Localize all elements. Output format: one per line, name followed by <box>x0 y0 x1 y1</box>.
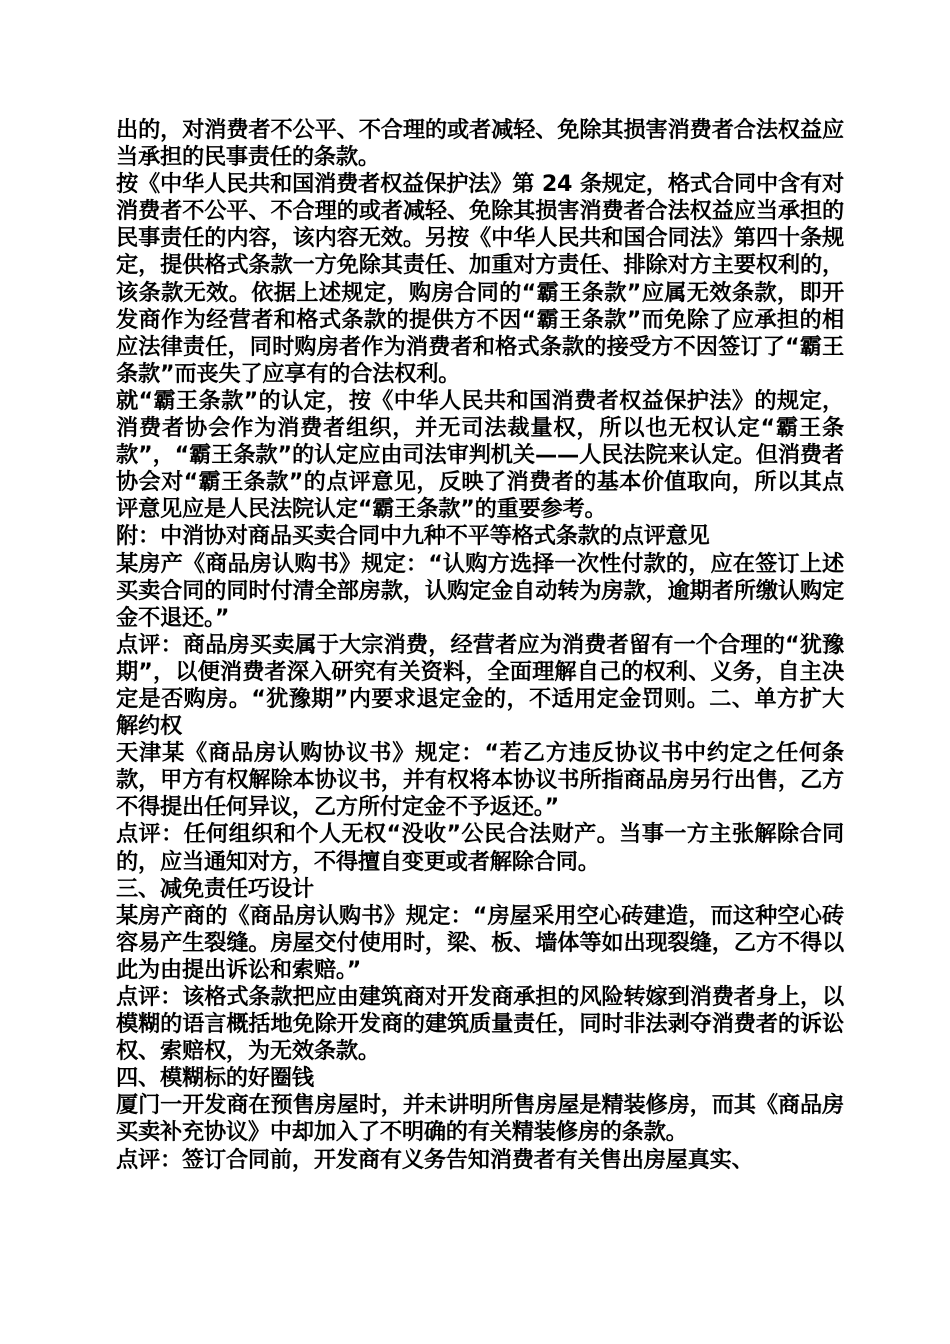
case-4-clause: 厦门一开发商在预售房屋时，并未讲明所售房屋是精装修房，而其《商品房买卖补充协议》中却加入了不明确的有关精装修房的条款。 <box>116 1092 844 1146</box>
appendix-heading: 附：中消协对商品买卖合同中九种不平等格式条款的点评意见 <box>116 523 710 550</box>
case-3-clause: 某房产商的《商品房认购书》规定：“房屋采用空心砖建造，而这种空心砖容易产生裂缝。房屋交付使用时，梁、板、墙体等如出现裂缝，乙方不得以此为由提出诉讼和索赔。” <box>116 902 844 983</box>
case-1-comment: 点评：商品房买卖属于大宗消费，经营者应为消费者留有一个合理的“犹豫期”，以便消费者深入研究有关资料，全面理解自己的权利、义务，自主决定是否购房。“犹豫期”内要求退定金的，不适用定金罚则。二、单方扩大解约权 <box>116 631 844 740</box>
case-2-clause: 天津某《商品房认购协议书》规定：“若乙方违反协议书中约定之任何条款，甲方有权解除本协议书，并有权将本协议书所指商品房另行出售，乙方不得提出任何异议，乙方所付定金不予返还。” <box>116 740 844 821</box>
document-page <box>116 117 844 1174</box>
paragraph-2: 按《中华人民共和国消费者权益保护法》第 24 条规定，格式合同中含有对消费者不公平、不合理的或者减轻、免除其损害消费者合法权益应当承担的民事责任的内容，该内容无效。另按《中华人民共和国合同法》第四十条规定，提供格式条款一方免除其责任、加重对方责任、排除对方主要权利的，该条款无效。依据上述规定，购房合同的“霸王条款”应属无效条款，即开发商作为经营者和格式条款的提供方不因“霸王条款”而免除了应承担的相应法律责任，同时购房者作为消费者和格式条款的接受方不因签订了“霸王条款”而丧失了应享有的合法权利。 <box>116 171 844 387</box>
case-2-comment: 点评：任何组织和个人无权“没收”公民合法财产。当事一方主张解除合同的，应当通知对方，不得擅自变更或者解除合同。 <box>116 821 844 875</box>
paragraph-1: 出的，对消费者不公平、不合理的或者减轻、免除其损害消费者合法权益应当承担的民事责任的条款。 <box>116 117 844 171</box>
case-3-comment: 点评：该格式条款把应由建筑商对开发商承担的风险转嫁到消费者身上，以模糊的语言概括地免除开发商的建筑质量责任，同时非法剥夺消费者的诉讼权、索赔权，为无效条款。 <box>116 984 844 1065</box>
section-4-heading: 四、模糊标的好圈钱 <box>116 1065 314 1092</box>
case-4-comment: 点评：签订合同前，开发商有义务告知消费者有关售出房屋真实、 <box>116 1146 754 1173</box>
case-1-clause: 某房产《商品房认购书》规定：“认购方选择一次性付款的，应在签订上述买卖合同的同时付清全部房款，认购定金自动转为房款，逾期者所缴认购定金不退还。” <box>116 550 844 631</box>
paragraph-3: 就“霸王条款”的认定，按《中华人民共和国消费者权益保护法》的规定，消费者协会作为消费者组织，并无司法裁量权，所以也无权认定“霸王条款”，“霸王条款”的认定应由司法审判机关——人民法院来认定。但消费者协会对“霸王条款”的点评意见，反映了消费者的基本价值取向，所以其点评意见应是人民法院认定“霸王条款”的重要参考。 <box>116 387 844 523</box>
section-3-heading: 三、减免责任巧设计 <box>116 875 314 902</box>
